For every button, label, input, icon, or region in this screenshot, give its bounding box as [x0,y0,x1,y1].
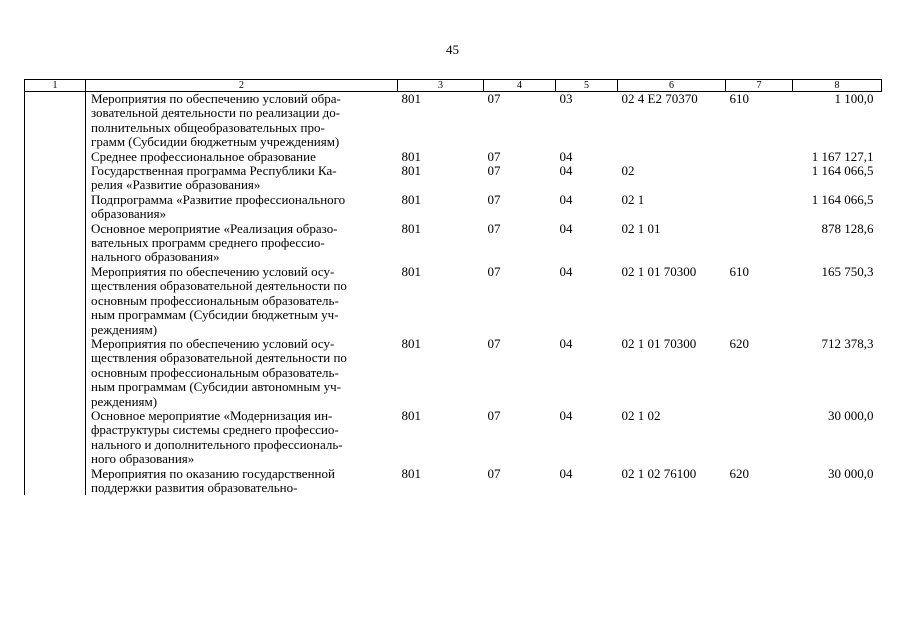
amount-cell: 1 164 066,5 [811,163,874,179]
ministry-code-cell: 801 [401,220,421,236]
expense-type-cell: 620 [729,465,749,481]
amount-cell: 1 100,0 [834,91,874,106]
item-name-cell [86,409,398,467]
table-row [25,222,882,265]
target-article-cell: 02 1 02 [621,407,661,423]
ministry-code-cell: 801 [401,335,421,351]
subsection-code-cell: 04 [559,263,573,279]
subsection-code-cell: 04 [559,191,573,207]
table-row [25,409,882,467]
expense-type-cell [726,193,793,222]
target-article-cell: 02 1 01 70300 [621,263,697,279]
ministry-code-cell: 801 [401,465,421,481]
expense-type-cell: 610 [729,263,749,279]
section-code-cell: 07 [487,407,501,423]
item-name-line: ществления образовательной деятельности по [91,278,347,294]
item-name-line: нального образования» [91,249,220,265]
budget-table [24,79,882,495]
item-name-cell [86,265,398,337]
row-number-cell [25,193,86,222]
row-number-cell [25,337,86,409]
ministry-code-cell: 801 [401,191,421,207]
amount-cell: 165 750,3 [821,263,874,279]
row-number-cell [25,92,86,150]
section-code-cell: 07 [487,191,501,207]
target-article-cell: 02 1 01 [621,220,661,236]
item-name-line: Государственная программа Республики Ка- [91,163,337,179]
column-header-3: 3 [398,80,484,92]
expense-type-cell: 610 [729,91,749,106]
section-code-cell: 07 [487,335,501,351]
column-header-1: 1 [25,80,86,92]
item-name-cell [86,337,398,409]
target-article-cell [618,150,726,164]
amount-cell: 30 000,0 [828,407,874,423]
ministry-code-cell: 801 [401,163,421,179]
item-name-line: ного образования» [91,451,195,467]
item-name-line: Мероприятия по обеспечению условий осу- [91,263,335,279]
table-row [25,193,882,222]
row-number-cell [25,409,86,467]
item-name-line: ным программам (Субсидии автономным уч- [91,379,342,395]
row-number-cell [25,164,86,193]
item-name-cell [86,164,398,193]
expense-type-cell: 620 [729,335,749,351]
column-header-8: 8 [793,80,882,92]
section-code-cell: 07 [487,148,501,164]
section-code-cell: 07 [487,91,501,106]
subsection-code-cell: 04 [559,335,573,351]
table-row [25,92,882,150]
item-name-cell [86,193,398,222]
item-name-line: вательных программ среднего профессио- [91,235,325,251]
item-name-line: основным профессиональным образователь- [91,292,339,308]
item-name-line: грамм (Субсидии бюджетным учреждениям) [91,134,340,150]
target-article-cell: 02 4 E2 70370 [621,91,698,106]
item-name-cell [86,222,398,265]
column-header-6: 6 [618,80,726,92]
expense-type-cell [726,164,793,193]
table-row [25,337,882,409]
item-name-line: Основное мероприятие «Реализация образо- [91,220,338,236]
ministry-code-cell: 801 [401,263,421,279]
table-row [25,164,882,193]
subsection-code-cell: 04 [559,407,573,423]
column-header-5: 5 [556,80,618,92]
item-name-line: Мероприятия по оказанию государственной [91,465,335,481]
column-header-2: 2 [86,80,398,92]
item-name-line: образования» [91,206,167,222]
target-article-cell: 02 1 [621,191,645,207]
row-number-cell [25,150,86,164]
item-name-line: ществления образовательной деятельности по [91,350,347,366]
item-name-line: основным профессиональным образователь- [91,364,339,380]
subsection-code-cell: 04 [559,148,573,164]
subsection-code-cell: 04 [559,220,573,236]
item-name-line: нального и дополнительного профессиональ- [91,436,343,452]
item-name-line: реждениям) [91,393,158,409]
page-number: 45 [446,42,459,57]
expense-type-cell [726,409,793,467]
target-article-cell: 02 1 01 70300 [621,335,697,351]
item-name-line: релия «Развитие образования» [91,177,261,193]
target-article-cell: 02 [621,163,635,179]
row-number-cell [25,467,86,496]
ministry-code-cell: 801 [401,407,421,423]
table-row [25,150,882,164]
item-name-line: Подпрограмма «Развитие профессионального [91,191,346,207]
item-name-line: Мероприятия по обеспечению условий обра- [91,91,341,106]
amount-cell: 30 000,0 [828,465,874,481]
row-number-cell [25,222,86,265]
ministry-code-cell: 801 [401,148,421,164]
expense-type-cell [726,150,793,164]
item-name-line: фраструктуры системы среднего профессио- [91,422,339,438]
item-name-cell [86,150,398,164]
amount-cell: 878 128,6 [821,220,874,236]
item-name-line: ным программам (Субсидии бюджетным уч- [91,307,339,323]
subsection-code-cell: 04 [559,163,573,179]
section-code-cell: 07 [487,263,501,279]
amount-cell: 712 378,3 [821,335,874,351]
table-row [25,265,882,337]
item-name-line: полнительных общеобразовательных про- [91,119,325,135]
item-name-cell [86,467,398,496]
item-name-line: Основное мероприятие «Модернизация ин- [91,407,333,423]
table-row [25,467,882,496]
subsection-code-cell: 04 [559,465,573,481]
item-name-cell [86,92,398,150]
item-name-line: зовательной деятельности по реализации до- [91,105,341,121]
section-code-cell: 07 [487,220,501,236]
table-body [25,92,882,496]
expense-type-cell [726,222,793,265]
section-code-cell: 07 [487,465,501,481]
item-name-line: поддержки развития образовательно- [91,479,298,495]
ministry-code-cell: 801 [401,91,421,106]
section-code-cell: 07 [487,163,501,179]
row-number-cell [25,265,86,337]
column-header-4: 4 [484,80,556,92]
subsection-code-cell: 03 [559,91,573,106]
amount-cell: 1 167 127,1 [811,148,874,164]
item-name-line: Мероприятия по обеспечению условий осу- [91,335,335,351]
column-header-7: 7 [726,80,793,92]
item-name-line: Среднее профессиональное образование [91,148,316,164]
target-article-cell: 02 1 02 76100 [621,465,697,481]
amount-cell: 1 164 066,5 [811,191,874,207]
item-name-line: реждениям) [91,321,158,337]
table-header-row [25,80,882,92]
